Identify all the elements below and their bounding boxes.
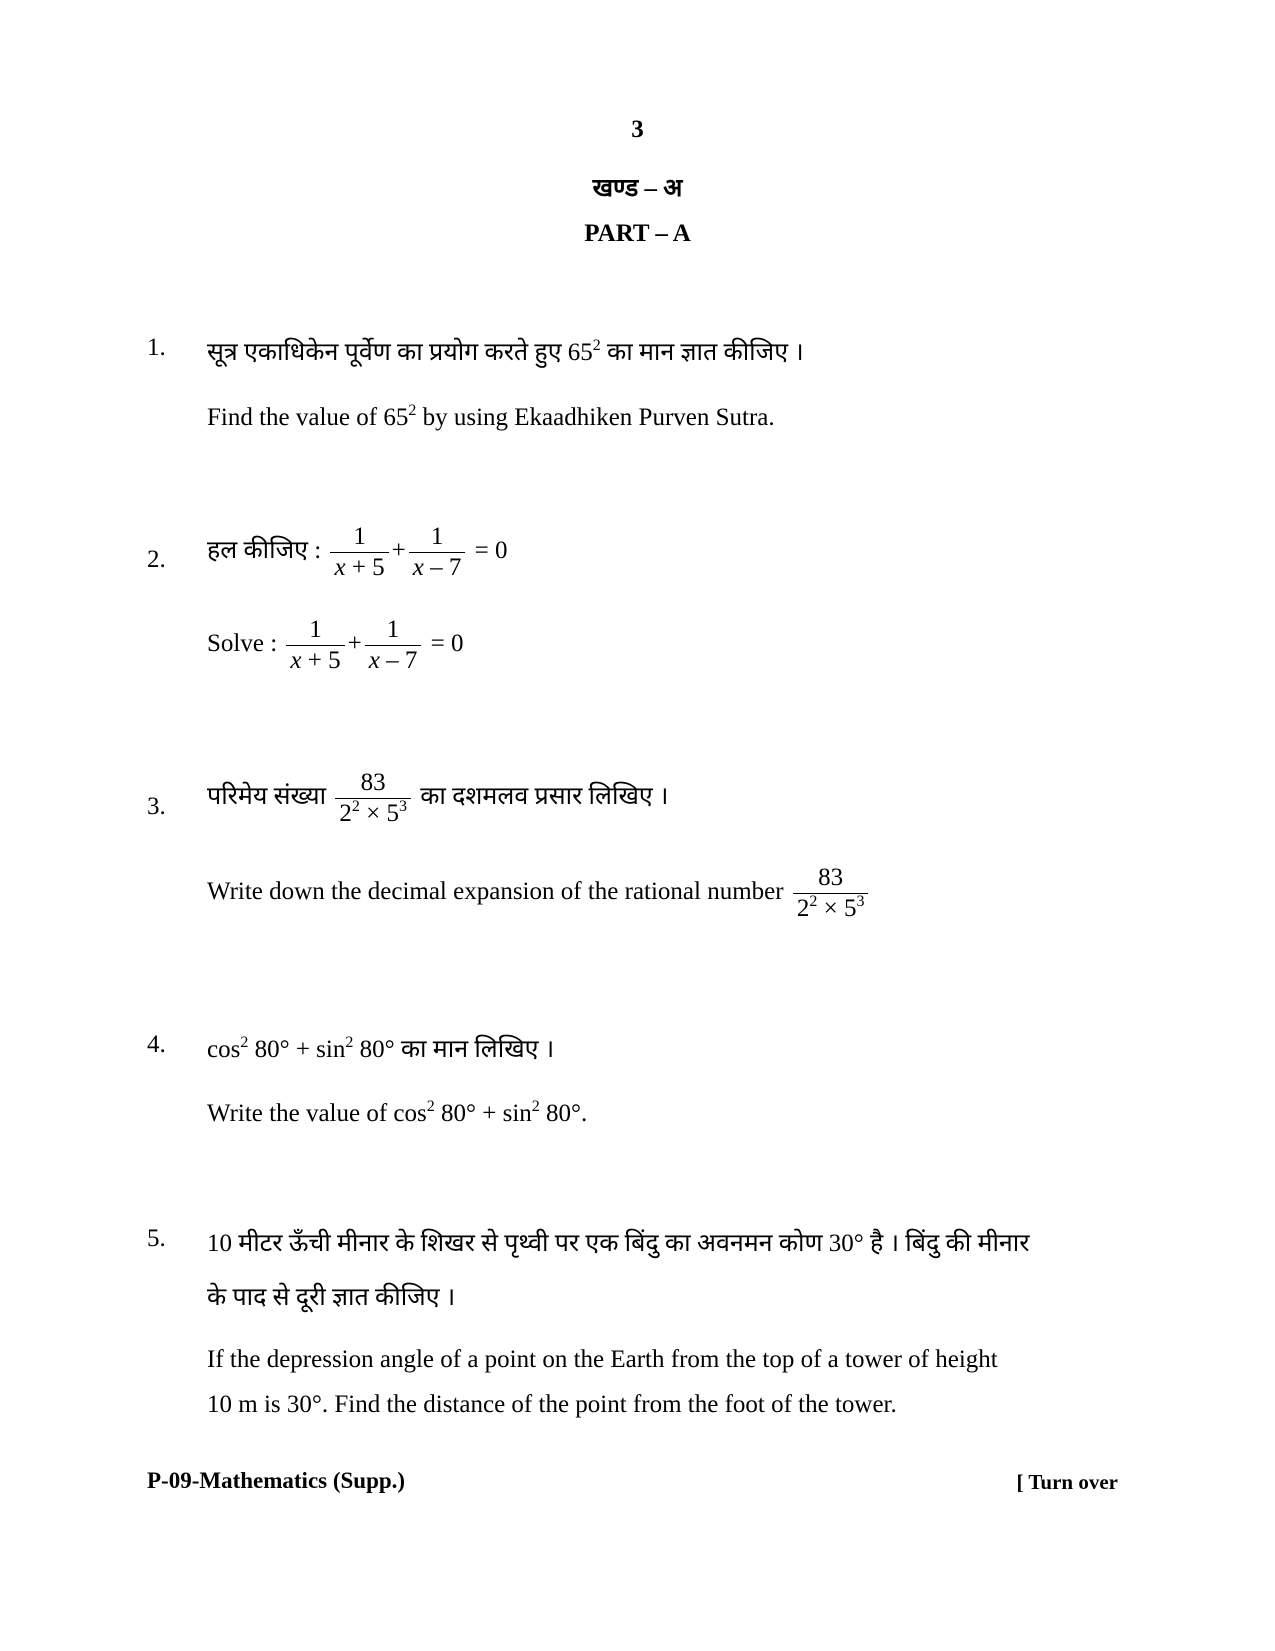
- question-1-english: Find the value of $65^2$ by using Ekaadhiken Purven Sutra.: [207, 402, 775, 431]
- question-number-4: 4.: [147, 1031, 166, 1058]
- question-3-hindi: परिमेय संख्या $\frac{83}{2^2 \times 5^3}$ का दशमलव प्रसार लिखिए ।: [207, 769, 669, 827]
- question-1-hindi: सूत्र एकाधिकेन पूर्वेण का प्रयोग करते हुए $65^2$ का मान ज्ञात कीजिए ।: [207, 337, 804, 366]
- page-number: 3: [631, 116, 644, 143]
- turn-over-note: [ Turn over: [1016, 1470, 1118, 1494]
- question-2-hindi: [207, 522, 508, 583]
- english-prefix: Solve :: [207, 630, 278, 658]
- question-number-5: 5.: [147, 1225, 166, 1252]
- question-5-hindi-line-2: के पाद से दूरी ज्ञात कीजिए ।: [207, 1284, 456, 1311]
- question-number-2: 2.: [147, 546, 166, 573]
- question-4-english: Write the value of $\cos^2 80^\circ + \sin^2 80^\circ$.: [207, 1098, 588, 1127]
- fraction-1: $\frac{1}{x + 5}$: [330, 522, 388, 583]
- plus-sign: +: [347, 630, 362, 658]
- question-2-english: [207, 615, 463, 676]
- section-title-hindi: खण्ड – अ: [592, 175, 683, 202]
- question-5-hindi-line-1: 10 मीटर ऊँची मीनार के शिखर से पृथ्वी पर एक बिंदु का अवनमन कोण 30° है । बिंदु की मीनार: [207, 1230, 1030, 1257]
- question-3-english: Write down the decimal expansion of the rational number $\frac{83}{2^2 \times 5^3}$: [207, 863, 871, 924]
- question-number-1: 1.: [147, 334, 166, 361]
- equals-zero: = 0: [430, 630, 464, 658]
- question-number-3: 3.: [147, 793, 166, 820]
- question-5-english-line-2: 10 m is 30°. Find the distance of the point from the foot of the tower.: [207, 1391, 897, 1418]
- hindi-prefix: हल कीजिए :: [207, 537, 322, 565]
- rational-fraction: $\frac{83}{2^2 \times 5^3}$: [335, 768, 411, 829]
- fraction-1: $\frac{1}{x + 5}$: [286, 615, 344, 676]
- paper-code: P-09-Mathematics (Supp.): [147, 1468, 406, 1493]
- fraction-2: $\frac{1}{x - 7}$: [365, 615, 422, 676]
- question-5-english-line-1: If the depression angle of a point on the Earth from the top of a tower of height: [207, 1346, 998, 1373]
- fraction-2: $\frac{1}{x - 7}$: [409, 522, 466, 583]
- rational-fraction: $\frac{83}{2^2 \times 5^3}$: [793, 863, 869, 924]
- plus-sign: +: [391, 537, 406, 565]
- section-title-english: PART – A: [584, 220, 691, 247]
- question-4-hindi: $\cos^2 80^\circ + \sin^2 80^\circ$ का मान लिखिए ।: [207, 1034, 555, 1063]
- equals-zero: = 0: [474, 537, 508, 565]
